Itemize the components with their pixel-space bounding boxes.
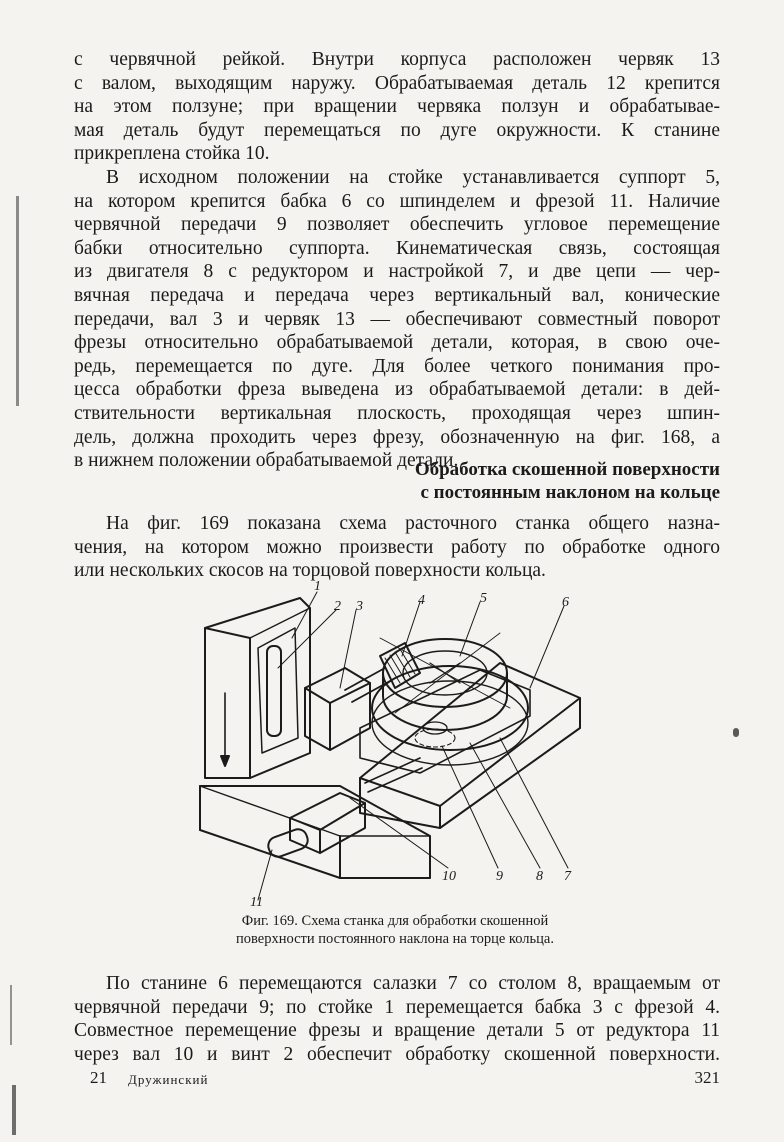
text-line: цесса обработки фреза выведена из обрабатываемой детали: в дей-: [74, 379, 720, 401]
text-line: в нижнем положении обрабатываемой детали.: [74, 450, 459, 472]
text-line: Совместное перемещение фрезы и вращение детали 5 от редуктора 11: [74, 1020, 720, 1042]
paragraph-4: [74, 972, 720, 1066]
scan-artifact: [10, 985, 12, 1045]
figure-label: 10: [442, 869, 456, 884]
text-line: на котором крепится бабка 6 со шпинделем и фрезой 11. Наличие: [74, 190, 720, 212]
figure-label: 9: [496, 869, 503, 884]
text-line: дель, должна проходить через фрезу, обозначенную на фиг. 168, а: [74, 426, 720, 448]
figure-label: 2: [334, 599, 341, 614]
text-line: В исходном положении на стойке устанавливается суппорт 5,: [106, 167, 720, 188]
machine-diagram: [180, 578, 620, 908]
text-line: чения, на котором можно произвести работу по обработке одного: [74, 536, 720, 558]
signature-number: 21: [90, 1068, 107, 1087]
signature-name: Дружинский: [128, 1072, 209, 1087]
figure-label: 7: [564, 869, 571, 884]
heading-line: Обработка скошенной поверхности: [414, 459, 720, 480]
text-line: из двигателя 8 с редуктором и настройкой 7, и две цепи — чер-: [74, 261, 720, 283]
text-line: через вал 10 и винт 2 обеспечит обработку скошенной поверхности.: [74, 1043, 720, 1065]
rotary-table: [372, 666, 528, 750]
figure-label: 1: [314, 579, 321, 594]
figure-caption: [160, 912, 630, 948]
text-line: вячная передача и передача через вертикальный вал, конические: [74, 284, 720, 306]
right-bed: [360, 663, 580, 828]
paragraph-2: [74, 166, 720, 473]
text-line: на этом ползуне; при вращении червяка ползун и обрабатывае-: [74, 96, 720, 118]
heading-line: с постоянным наклоном на кольце: [420, 482, 720, 503]
text-line: ствительности вертикальная плоскость, проходящая через шпин-: [74, 402, 720, 424]
vertical-screw: [267, 646, 281, 736]
text-line: мая деталь будут перемещаться по дуге окружности. К станине: [74, 119, 720, 141]
text-line: бабки относительно суппорта. Кинематическая связь, состоящая: [74, 237, 720, 259]
text-line: червячной передачи 9 позволяет обеспечить угловое перемещение: [74, 214, 720, 236]
caption-line: Фиг. 169. Схема станка для обработки скошенной: [241, 913, 549, 929]
text-line: с валом, выходящим наружу. Обрабатываемая деталь 12 крепится: [74, 72, 720, 94]
base-bed: [200, 786, 430, 878]
figure-label: 4: [418, 593, 425, 608]
scan-artifact: [733, 728, 739, 737]
figure-label: 3: [356, 599, 363, 614]
scan-artifact: [16, 196, 19, 406]
text-line: фрезы относительно обрабатываемой детали, которая, в свою оче-: [74, 332, 720, 354]
scan-artifact: [12, 1085, 16, 1135]
section-heading: [220, 458, 720, 504]
figure-label: 8: [536, 869, 543, 884]
figure-label: 11: [250, 895, 263, 908]
paragraph-3: [74, 512, 720, 583]
paragraph-1: [74, 48, 720, 166]
text-line: прикреплена стойка 10.: [74, 143, 270, 165]
figure-label: 5: [480, 591, 487, 606]
text-line: или нескольких скосов на торцовой поверхности кольца.: [74, 560, 546, 582]
text-line: с червячной рейкой. Внутри корпуса расположен червяк 13: [74, 49, 720, 70]
caption-line: поверхности постоянного наклона на торце кольца.: [236, 931, 554, 947]
text-line: На фиг. 169 показана схема расточного станка общего назна-: [106, 513, 720, 534]
feed-shaft: [266, 758, 422, 859]
column: [205, 598, 310, 778]
figure-label: 6: [562, 595, 569, 610]
text-line: червячной передачи 9; по стойке 1 перемещается бабка 3 с фрезой 4.: [74, 996, 720, 1018]
text-line: редь, перемещается по дуге. Для более четкого понимания про-: [74, 355, 720, 377]
text-line: передачи, вал 3 и червяк 13 — обеспечивают совместный поворот: [74, 308, 720, 330]
text-line: По станине 6 перемещаются салазки 7 со столом 8, вращаемым от: [106, 973, 720, 994]
page-number: 321: [694, 1068, 720, 1087]
